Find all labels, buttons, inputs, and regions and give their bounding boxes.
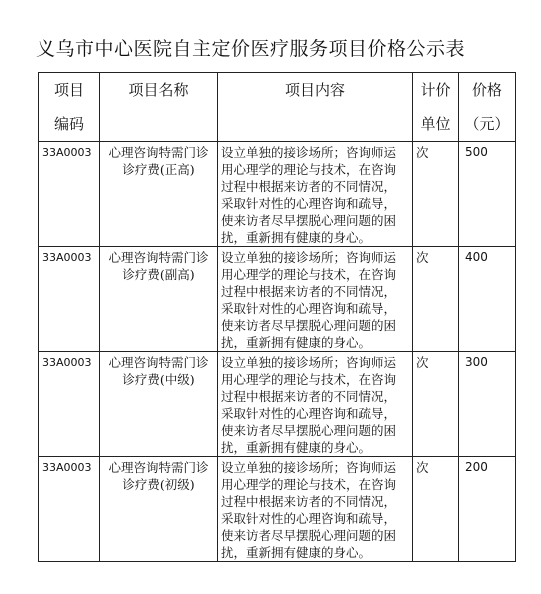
cell-name-line: 心理咨询特需门诊 (108, 460, 209, 475)
cell-content-line: 设立单独的接诊场所；咨询师运 (221, 250, 397, 265)
cell-content-line: 使来访者尽早摆脱心理问题的困 (221, 318, 397, 333)
header-price (459, 73, 516, 142)
cell-content-line: 采取针对性的心理咨询和疏导， (221, 406, 397, 421)
header-code-line: 编码 (53, 115, 84, 133)
cell-content-line: 过程中根据来访者的不同情况， (221, 389, 397, 404)
cell-price: 500 (459, 142, 516, 247)
header-unit-line: 单位 (420, 115, 451, 133)
cell-content-line: 采取针对性的心理咨询和疏导， (221, 196, 397, 211)
header-price-line: 价格 (471, 81, 502, 99)
cell-price: 300 (459, 352, 516, 457)
price-table (38, 72, 516, 562)
cell-code: 33A0003 (39, 352, 100, 457)
header-name-text: 项目名称 (128, 81, 189, 99)
header-content-text: 项目内容 (284, 81, 345, 99)
cell-code: 33A0003 (39, 142, 100, 247)
cell-content-line: 使来访者尽早摆脱心理问题的困 (221, 423, 397, 438)
cell-content-line: 采取针对性的心理咨询和疏导， (221, 511, 397, 526)
cell-content (218, 142, 413, 247)
cell-unit: 次 (413, 352, 459, 457)
header-content (218, 73, 413, 142)
document-title: 义乌市中心医院自主定价医疗服务项目价格公示表 (36, 38, 466, 60)
cell-content (218, 457, 413, 562)
cell-content-line: 扰，重新拥有健康的身心。 (221, 230, 372, 245)
table-row (39, 247, 516, 352)
cell-content-line: 使来访者尽早摆脱心理问题的困 (221, 528, 397, 543)
cell-code: 33A0003 (39, 457, 100, 562)
cell-content-line: 过程中根据来访者的不同情况， (221, 494, 397, 509)
cell-content-line: 用心理学的理论与技术，在咨询 (221, 372, 397, 387)
cell-name-line: 心理咨询特需门诊 (108, 250, 209, 265)
cell-content-line: 设立单独的接诊场所；咨询师运 (221, 355, 397, 370)
cell-name (100, 457, 218, 562)
header-name (100, 73, 218, 142)
cell-name-line: 心理咨询特需门诊 (108, 145, 209, 160)
header-unit (413, 73, 459, 142)
cell-unit: 次 (413, 247, 459, 352)
cell-price: 400 (459, 247, 516, 352)
cell-name-line: 诊疗费(正高) (122, 162, 195, 177)
cell-content (218, 247, 413, 352)
cell-content-line: 过程中根据来访者的不同情况， (221, 179, 397, 194)
cell-name-line: 心理咨询特需门诊 (108, 355, 209, 370)
cell-code: 33A0003 (39, 247, 100, 352)
cell-content-line: 扰，重新拥有健康的身心。 (221, 335, 372, 350)
header-code-line: 项目 (53, 81, 84, 99)
cell-content-line: 采取针对性的心理咨询和疏导， (221, 301, 397, 316)
cell-name (100, 352, 218, 457)
cell-unit: 次 (413, 142, 459, 247)
cell-unit: 次 (413, 457, 459, 562)
cell-content-line: 扰，重新拥有健康的身心。 (221, 440, 372, 455)
cell-content-line: 扰，重新拥有健康的身心。 (221, 545, 372, 560)
cell-name-line: 诊疗费(副高) (122, 267, 195, 282)
cell-name (100, 142, 218, 247)
cell-content-line: 设立单独的接诊场所；咨询师运 (221, 460, 397, 475)
header-price-line: （元） (464, 115, 510, 133)
cell-content (218, 352, 413, 457)
table-row (39, 142, 516, 247)
cell-price: 200 (459, 457, 516, 562)
cell-content-line: 过程中根据来访者的不同情况， (221, 284, 397, 299)
cell-content-line: 用心理学的理论与技术，在咨询 (221, 267, 397, 282)
table-row (39, 457, 516, 562)
cell-name-line: 诊疗费(中级) (122, 372, 195, 387)
header-unit-line: 计价 (420, 81, 451, 99)
table-row (39, 352, 516, 457)
table-header-row (39, 73, 516, 142)
cell-content-line: 用心理学的理论与技术，在咨询 (221, 162, 397, 177)
cell-content-line: 使来访者尽早摆脱心理问题的困 (221, 213, 397, 228)
cell-name-line: 诊疗费(初级) (122, 477, 195, 492)
cell-content-line: 设立单独的接诊场所；咨询师运 (221, 145, 397, 160)
cell-content-line: 用心理学的理论与技术，在咨询 (221, 477, 397, 492)
header-code (39, 73, 100, 142)
cell-name (100, 247, 218, 352)
table-body (39, 142, 516, 562)
